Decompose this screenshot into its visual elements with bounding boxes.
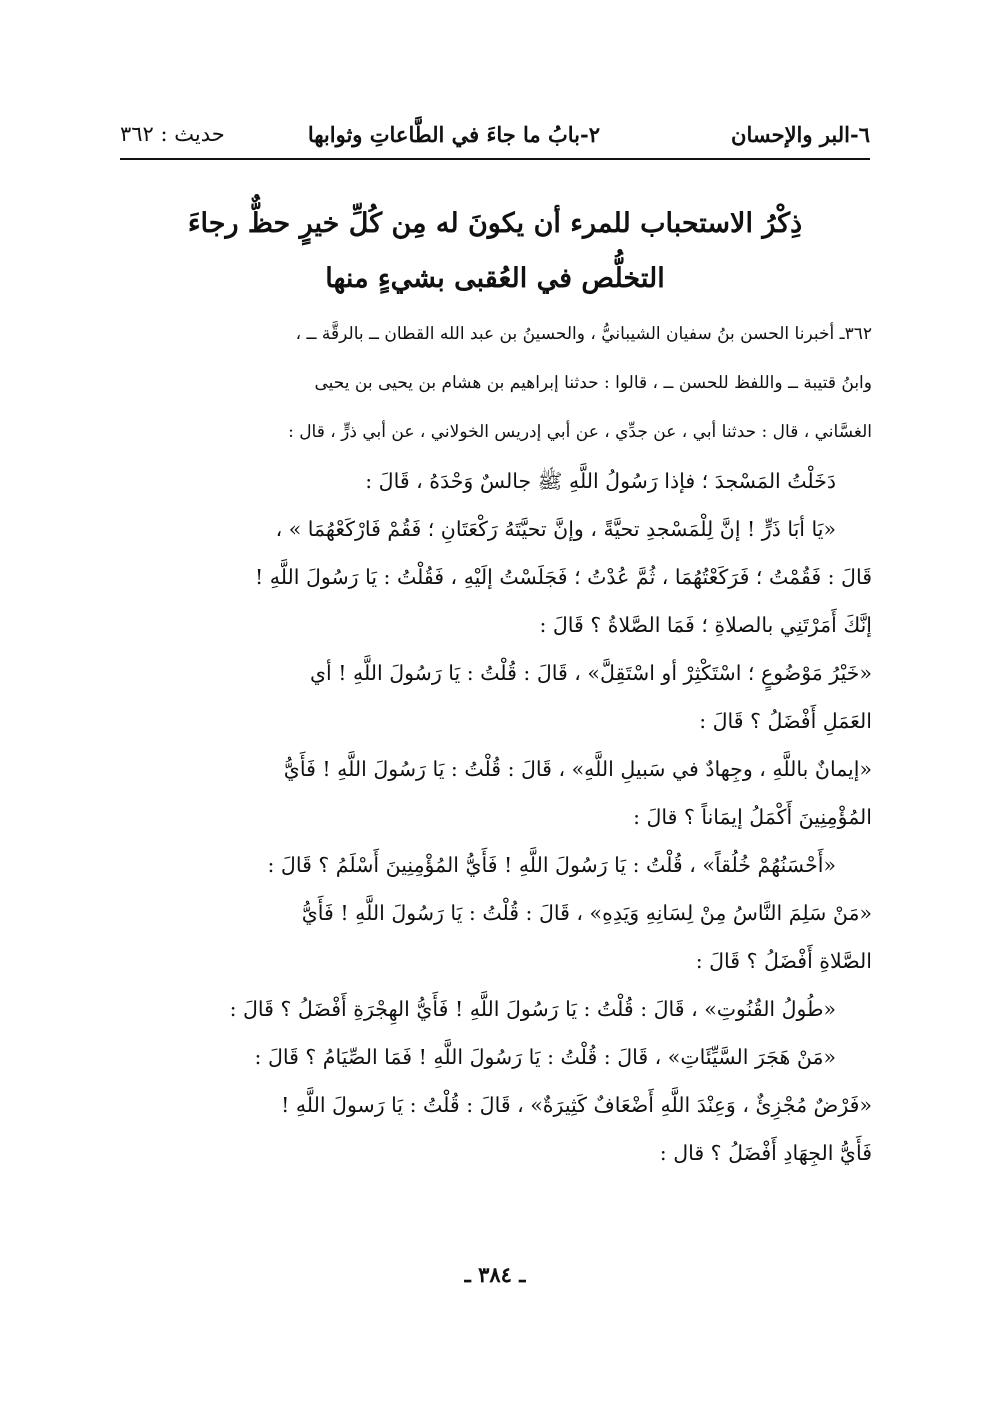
text-line: ٣٦٢ـ أخبرنا الحسن بنُ سفيان الشيبانيُّ ، والحسينُ بن عبد الله القطان ــ بالرقَّة ــ ، xyxy=(295,324,872,344)
page-number: ـ ٣٨٤ ـ xyxy=(464,1262,526,1287)
text-line: «مَنْ هَجَرَ السَّيِّئَاتِ» ، قَالَ : قُلْتُ : يَا رَسُولَ اللَّهِ ! فَمَا الصِّيَامُ ؟ قَالَ : xyxy=(254,1045,836,1069)
text-line: «خَيْرُ مَوْضُوعٍ ؛ اسْتَكْثِرْ أو اسْتَقِلَّ» ، قَالَ : قُلْتُ : يَا رَسُولَ اللَّهِ ! أي xyxy=(309,661,872,685)
text-line: دَخَلْتُ المَسْجدَ ؛ فإذا رَسُولُ اللَّهِ ﷺ جالسٌ وَحْدَهُ ، قَالَ : xyxy=(365,469,836,493)
hadith-number: حديث : ٣٦٢ xyxy=(120,122,225,146)
text-line: الصَّلاةِ أَفْضَلُ ؟ قَالَ : xyxy=(695,949,872,973)
text-line: وابنُ قتيبة ــ واللفظ للحسن ــ ، قالوا : حدثنا إبراهيم بن هشام بن يحيى بن يحيى xyxy=(314,373,872,393)
heading-line-1: ذِكْرُ الاستحباب للمرء أن يكونَ له مِن كُلِّ خيرٍ حظٌّ رجاءَ xyxy=(187,208,803,239)
text-line: العَمَلِ أَفْضَلُ ؟ قَالَ : xyxy=(699,709,872,733)
text-line: «مَنْ سَلِمَ النَّاسُ مِنْ لِسَانِهِ وَيَدِهِ» ، قَالَ : قُلْتُ : يَا رَسُولَ اللَّهِ ! فَأَيُّ xyxy=(301,901,872,925)
running-header xyxy=(120,112,870,156)
header-rule xyxy=(120,158,870,160)
text-line: فَأَيُّ الجِهَادِ أَفْضَلُ ؟ قال : xyxy=(659,1141,872,1165)
text-line: قَالَ : فَقُمْتُ ؛ فَرَكَعْتُهُمَا ، ثُمَّ عُدْتُ ؛ فَجَلَسْتُ إلَيْهِ ، فَقُلْتُ : يَا رَسُولَ اللَّهِ ! xyxy=(255,565,872,589)
text-line: إنَّكَ أَمَرْتَنِي بالصلاةِ ؛ فَمَا الصَّلاةُ ؟ قَالَ : xyxy=(539,613,872,637)
text-line: «يَا أبَا ذَرٍّ ! إنَّ لِلْمَسْجدِ تحيَّةً ، وإنَّ تحيَّتَهُ رَكْعَتَانِ ؛ فَقُمْ فَارْكَعْهُمَا » ، xyxy=(275,517,836,541)
text-line: «إيمانٌ باللَّهِ ، وجِهادٌ في سَبيلِ اللَّهِ» ، قَالَ : قُلْتُ : يَا رَسُولَ اللَّهِ ! فَأَيُّ xyxy=(283,757,872,781)
heading-line-2: التخلُّص في العُقبى بشيءٍ منها xyxy=(325,263,665,294)
chapter-title: ٢-بابُ ما جاءَ في الطَّاعاتِ وثوابها xyxy=(307,122,600,147)
section-heading xyxy=(150,196,840,306)
text-line: «طُولُ القُنُوتِ» ، قَالَ : قُلْتُ : يَا رَسُولَ اللَّهِ ! فَأَيُّ الهِجْرَةِ أَفْضَلُ ؟ قَالَ : xyxy=(229,997,836,1021)
book-section: ٦-البر والإحسان xyxy=(731,122,870,147)
text-line: المُؤْمِنِينَ أَكْمَلُ إيمَاناً ؟ قالَ : xyxy=(633,805,872,829)
text-line: الغسَّاني ، قال : حدثنا أبي ، عن جدِّي ، عن أبي إدريس الخولاني ، عن أبي ذرٍّ ، قال : xyxy=(288,422,872,442)
text-line: «أَحْسَنُهُمْ خُلُقاً» ، قُلْتُ : يَا رَسُولَ اللَّهِ ! فَأَيُّ المُؤْمِنِينَ أَسْلَمُ ؟ قَالَ : xyxy=(267,853,836,877)
hadith-text xyxy=(118,310,872,1177)
text-line: «فَرْضٌ مُجْزِئٌ ، وَعِنْدَ اللَّهِ أَضْعَافٌ كَثِيرَةٌ» ، قَالَ : قُلْتُ : يَا رَسولَ اللَّهِ ! xyxy=(281,1093,872,1117)
